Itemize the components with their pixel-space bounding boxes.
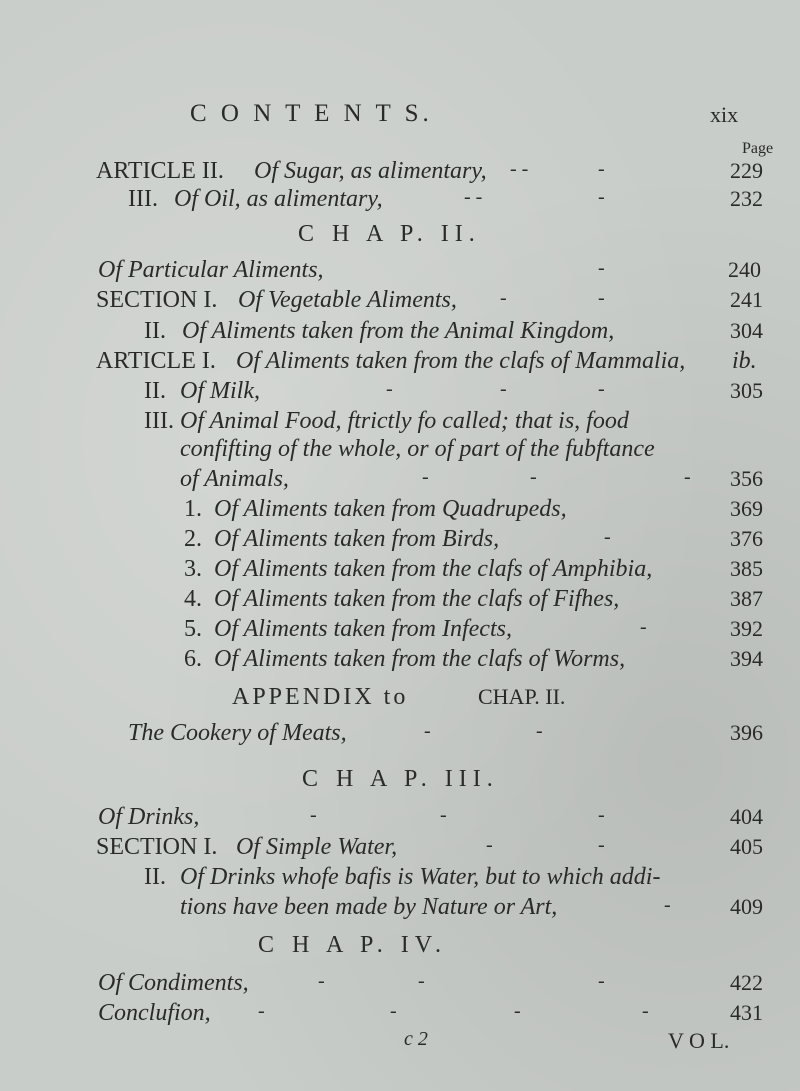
leader-dash: - xyxy=(486,834,493,856)
toc-entry xyxy=(0,526,800,560)
leader-dash: - xyxy=(598,378,605,400)
entry-page: 422 xyxy=(730,970,763,995)
entry-title: Of Aliments taken from the clafs of Worms, xyxy=(214,646,626,672)
entry-title: confifting of the whole, or of part of the fubftance xyxy=(180,436,655,462)
entry-prefix: II. xyxy=(144,864,166,890)
entry-page: 404 xyxy=(730,804,763,829)
toc-entry xyxy=(0,378,800,412)
toc-entry xyxy=(0,834,800,868)
toc-entry xyxy=(0,318,800,352)
entry-page: 229 xyxy=(730,158,763,183)
leader-dash: - xyxy=(418,970,425,992)
entry-page: 232 xyxy=(730,186,763,211)
entry-prefix: III. xyxy=(128,186,158,212)
toc-entry xyxy=(0,586,800,620)
entry-page: ib. xyxy=(732,348,757,374)
toc-entry xyxy=(0,186,800,220)
leader-dash: - xyxy=(318,970,325,992)
entry-prefix: 4. xyxy=(184,586,202,612)
chapter-heading-text: C H A P. IV. xyxy=(258,932,447,958)
leader-dash: - xyxy=(310,804,317,826)
entry-title: Of Animal Food, ftrictly fo called; that is, food xyxy=(180,408,629,434)
leader-dash: - xyxy=(424,720,431,742)
page-footer xyxy=(0,1028,800,1062)
leader-dash: - xyxy=(386,378,393,400)
entry-title: Of Aliments taken from Birds, xyxy=(214,526,500,552)
entry-page: 304 xyxy=(730,318,763,343)
entry-prefix: 2. xyxy=(184,526,202,552)
leader-dash: - xyxy=(598,804,605,826)
running-header xyxy=(0,100,800,134)
chapter-heading xyxy=(0,221,800,255)
entry-prefix: 1. xyxy=(184,496,202,522)
entry-page: 431 xyxy=(730,1000,763,1025)
leader-dash: - xyxy=(598,287,605,309)
entry-page: 409 xyxy=(730,894,763,919)
toc-entry xyxy=(0,556,800,590)
toc-entry xyxy=(0,616,800,650)
leader-dash: - xyxy=(440,804,447,826)
leader-dash: - xyxy=(598,186,605,208)
entry-prefix: II. xyxy=(144,378,166,404)
entry-prefix: 5. xyxy=(184,616,202,642)
leader-dash: - xyxy=(598,834,605,856)
toc-entry-continuation xyxy=(0,436,800,470)
toc-entry xyxy=(0,348,800,382)
entry-title: Of Aliments taken from Quadrupeds, xyxy=(214,496,567,522)
entry-title: Of Vegetable Aliments, xyxy=(238,287,457,313)
entry-page: 387 xyxy=(730,586,763,611)
leader-dash: - xyxy=(500,287,507,309)
entry-title: Of Simple Water, xyxy=(236,834,398,860)
leader-dash: - xyxy=(640,616,647,638)
toc-entry xyxy=(0,287,800,321)
header-title: C O N T E N T S. xyxy=(190,100,433,127)
chapter-heading-text: C H A P. II. xyxy=(298,221,481,247)
entry-title: Of Oil, as alimentary, xyxy=(174,186,383,212)
entry-prefix: II. xyxy=(144,318,166,344)
leader-dash: - xyxy=(642,1000,649,1022)
entry-prefix: ARTICLE I. xyxy=(96,348,216,374)
appendix-heading xyxy=(0,684,800,718)
leader-dash: - xyxy=(664,894,671,916)
leader-dash: - xyxy=(390,1000,397,1022)
entry-page: 385 xyxy=(730,556,763,581)
entry-title: of Animals, xyxy=(180,466,289,492)
header-page-numeral: xix xyxy=(710,102,739,127)
leader-dash: - xyxy=(604,526,611,548)
leader-dash: - xyxy=(598,158,605,180)
entry-title: Of Milk, xyxy=(180,378,260,404)
leader-dash: - xyxy=(598,257,605,279)
entry-page: 240 xyxy=(728,257,761,282)
appendix-heading-chapter: CHAP. II. xyxy=(478,684,566,709)
leader-dash: - - xyxy=(510,158,529,180)
entry-title: tions have been made by Nature or Art, xyxy=(180,894,558,920)
toc-entry xyxy=(0,646,800,680)
entry-page: 305 xyxy=(730,378,763,403)
entry-page: 241 xyxy=(730,287,763,312)
toc-entry xyxy=(0,970,800,1004)
entry-page: 396 xyxy=(730,720,763,745)
entry-title: Of Drinks, xyxy=(98,804,200,830)
leader-dash: - - xyxy=(464,186,483,208)
leader-dash: - xyxy=(258,1000,265,1022)
toc-entry xyxy=(0,720,800,754)
entry-page: 369 xyxy=(730,496,763,521)
chapter-heading xyxy=(0,766,800,800)
signature-mark: c 2 xyxy=(404,1028,428,1050)
entry-page: 405 xyxy=(730,834,763,859)
leader-dash: - xyxy=(536,720,543,742)
entry-page: 356 xyxy=(730,466,763,491)
toc-entry xyxy=(0,804,800,838)
entry-prefix: SECTION I. xyxy=(96,834,218,860)
leader-dash: - xyxy=(422,466,429,488)
entry-title: Of Particular Aliments, xyxy=(98,257,324,283)
entry-title: Of Aliments taken from the clafs of Fifhes, xyxy=(214,586,620,612)
toc-entry xyxy=(0,257,800,291)
appendix-heading-text: APPENDIX to xyxy=(232,684,409,710)
entry-title: Conclufion, xyxy=(98,1000,211,1026)
entry-title: Of Aliments taken from the clafs of Mammalia, xyxy=(236,348,686,374)
entry-title: Of Drinks whofe bafis is Water, but to which addi- xyxy=(180,864,661,890)
leader-dash: - xyxy=(500,378,507,400)
leader-dash: - xyxy=(684,466,691,488)
entry-prefix: 6. xyxy=(184,646,202,672)
entry-title: Of Aliments taken from the Animal Kingdom, xyxy=(182,318,615,344)
leader-dash: - xyxy=(598,970,605,992)
entry-prefix: III. xyxy=(144,408,174,434)
toc-entry xyxy=(0,864,800,898)
page-label: Page xyxy=(742,140,774,157)
catchword: V O L. xyxy=(668,1028,730,1053)
toc-entry-continuation xyxy=(0,466,800,500)
entry-prefix: ARTICLE II. xyxy=(96,158,224,184)
chapter-heading-text: C H A P. III. xyxy=(302,766,499,792)
entry-title: Of Aliments taken from Infects, xyxy=(214,616,512,642)
toc-entry-continuation xyxy=(0,894,800,928)
toc-entry xyxy=(0,496,800,530)
entry-page: 392 xyxy=(730,616,763,641)
leader-dash: - xyxy=(530,466,537,488)
entry-title: Of Sugar, as alimentary, xyxy=(254,158,487,184)
entry-page: 376 xyxy=(730,526,763,551)
entry-title: Of Condiments, xyxy=(98,970,249,996)
entry-prefix: 3. xyxy=(184,556,202,582)
entry-title: Of Aliments taken from the clafs of Amphibia, xyxy=(214,556,653,582)
chapter-heading xyxy=(0,932,800,966)
entry-prefix: SECTION I. xyxy=(96,287,218,313)
entry-page: 394 xyxy=(730,646,763,671)
leader-dash: - xyxy=(514,1000,521,1022)
entry-title: The Cookery of Meats, xyxy=(128,720,347,746)
